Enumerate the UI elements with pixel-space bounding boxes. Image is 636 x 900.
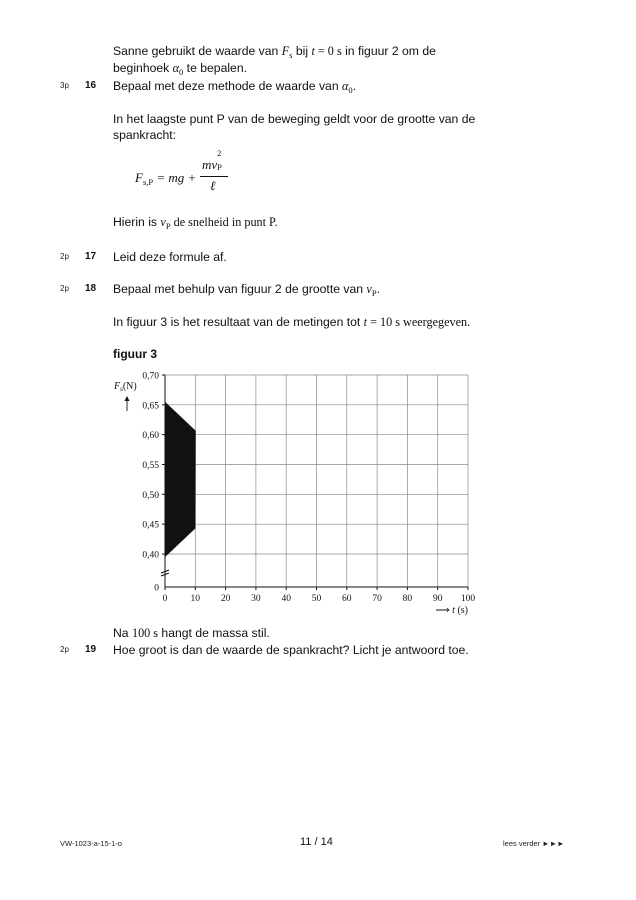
sub: 0 bbox=[179, 67, 184, 77]
fraction-bar bbox=[200, 176, 228, 177]
q19-text: Hoe groot is dan de waarde de spankracht? Licht je antwoord toe. bbox=[113, 643, 469, 657]
y-tick-label: 0,55 bbox=[142, 461, 159, 471]
y-axis-arrowhead bbox=[125, 396, 130, 401]
formula-numerator bbox=[202, 148, 222, 173]
q16-points: 3p bbox=[60, 81, 69, 90]
text: Sanne gebruikt de waarde van bbox=[113, 44, 282, 58]
series-line bbox=[165, 402, 195, 557]
x-tick-label: 50 bbox=[311, 594, 322, 604]
sub: s,P bbox=[142, 177, 154, 187]
q19-number: 19 bbox=[85, 644, 97, 655]
x-tick-label: 0 bbox=[162, 594, 168, 604]
x-tick-label: 80 bbox=[402, 594, 413, 604]
footer-page-number: 11 / 14 bbox=[300, 836, 333, 848]
intro-line-2 bbox=[113, 60, 247, 80]
text: in figuur 2 om de bbox=[341, 44, 436, 58]
var-v: v bbox=[366, 282, 372, 296]
text: hangt de massa stil. bbox=[158, 626, 270, 640]
q17-number: 17 bbox=[85, 251, 97, 262]
y-tick-label: 0,40 bbox=[142, 550, 159, 561]
q19-points: 2p bbox=[60, 645, 69, 654]
text: bij bbox=[292, 44, 312, 58]
y-tick-label: 0,50 bbox=[142, 490, 159, 501]
footer-code: VW-1023-a-15-1-o bbox=[60, 839, 122, 848]
formula-lhs: F bbox=[135, 170, 143, 185]
figure-3-chart bbox=[100, 365, 500, 621]
x-tick-label: 90 bbox=[432, 594, 443, 604]
after-line bbox=[113, 625, 270, 641]
paragraph-p-line-2: spankracht: bbox=[113, 128, 177, 142]
paragraph-p-line-1: In het laagste punt P van de beweging geldt voor de grootte van de bbox=[113, 112, 476, 126]
y-tick-label: 0,60 bbox=[142, 431, 159, 442]
var-alpha: α bbox=[172, 61, 180, 75]
y-tick-label: 0,65 bbox=[142, 401, 159, 412]
sub: P bbox=[371, 288, 377, 298]
text: te bepalen. bbox=[183, 61, 247, 75]
text: = 0 s bbox=[314, 44, 342, 58]
x-tick-label: 100 bbox=[460, 594, 476, 604]
figure-title: figuur 3 bbox=[113, 347, 157, 361]
q18-text bbox=[113, 281, 380, 301]
sub: 0 bbox=[348, 85, 353, 95]
formula-eq: = mg + bbox=[153, 170, 197, 185]
q18-points: 2p bbox=[60, 284, 69, 293]
x-tick-label: 60 bbox=[342, 594, 352, 604]
y-tick-label: 0,70 bbox=[142, 371, 159, 382]
y-tick-label: 0,45 bbox=[142, 520, 159, 531]
sub: s bbox=[289, 50, 293, 60]
x-tick-label: 70 bbox=[372, 594, 382, 604]
q18-number: 18 bbox=[85, 283, 97, 294]
text: . bbox=[376, 282, 380, 296]
x-tick-label: 30 bbox=[251, 594, 261, 604]
var-t: t bbox=[363, 315, 368, 329]
text: Hierin is bbox=[113, 215, 161, 229]
text: Bepaal met deze methode de waarde van bbox=[113, 79, 343, 93]
text: In figuur 3 is het resultaat van de metingen tot bbox=[113, 315, 364, 329]
text: de snelheid in punt P. bbox=[170, 215, 278, 229]
var-t: t bbox=[311, 44, 315, 58]
fig3-intro bbox=[113, 314, 470, 330]
var-v: v bbox=[160, 215, 166, 229]
text: mv bbox=[202, 157, 218, 172]
text: . bbox=[352, 79, 357, 93]
text: = 10 s weergegeven. bbox=[367, 315, 471, 329]
hierin-line bbox=[113, 214, 278, 234]
x-tick-label: 20 bbox=[220, 594, 231, 604]
sub: P bbox=[165, 221, 171, 231]
formula-denominator: ℓ bbox=[210, 178, 216, 193]
x-tick-label: 10 bbox=[190, 594, 201, 604]
value: 100 s bbox=[131, 626, 159, 640]
y-axis-label: $F_s(N)$ bbox=[114, 381, 137, 393]
q17-text: Leid deze formule af. bbox=[113, 250, 227, 264]
var-alpha: α bbox=[342, 79, 349, 93]
var-F: F bbox=[281, 44, 290, 58]
q16-number: 16 bbox=[85, 80, 97, 91]
text: beginhoek bbox=[113, 61, 173, 75]
q16-text bbox=[113, 78, 356, 98]
text: Bepaal met behulp van figuur 2 de grootte van bbox=[113, 282, 367, 296]
sub: P bbox=[217, 162, 222, 172]
text: Na bbox=[113, 626, 132, 640]
sup: 2 bbox=[217, 148, 222, 158]
y-zero-label: 0 bbox=[154, 583, 159, 594]
x-tick-label: 40 bbox=[281, 594, 291, 604]
x-axis-label: ⟶ t (s) bbox=[435, 605, 468, 616]
footer-next: lees verder ►►► bbox=[503, 839, 565, 848]
q17-points: 2p bbox=[60, 252, 69, 261]
